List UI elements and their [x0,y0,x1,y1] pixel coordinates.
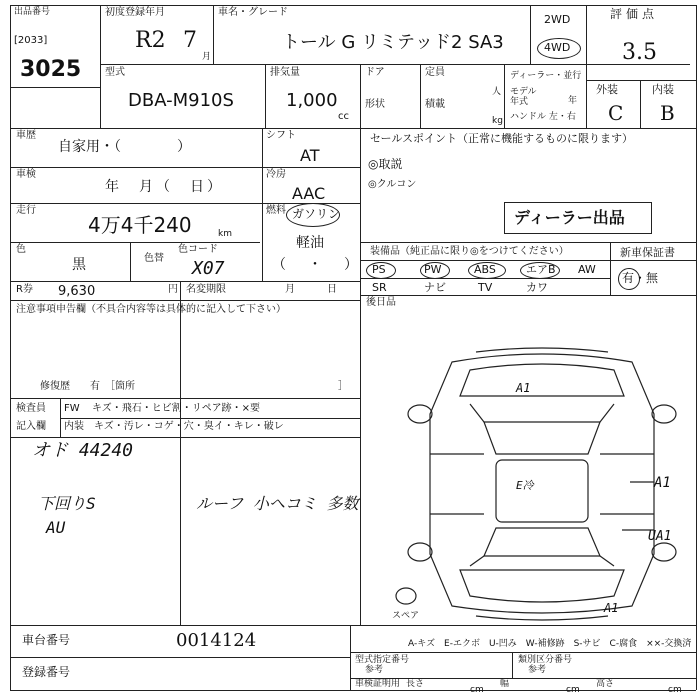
model-year-label: モデル 年式 [510,87,537,107]
equip-tv: TV [478,281,493,294]
equip-aw: AW [578,263,596,276]
fuel-other: （ ・ ） [272,257,362,273]
height-label: 高さ [596,679,615,689]
score-label: 評価点 [610,7,659,21]
name-change-value: 月 日 [285,284,341,295]
door-label: ドア [365,67,385,78]
sales-points-label: セールスポイント（正常に機能するものに限ります） [370,132,634,145]
name-grade: トール G リミテッド2 SA3 [282,32,504,53]
rule [100,5,101,128]
rule [60,398,61,437]
cc-unit: cc [338,111,349,122]
dealer-stamp: ディーラー出品 [514,208,625,227]
yen-unit: 円 [168,284,178,295]
rule [420,64,421,128]
displacement-label: 排気量 [270,67,300,78]
warranty-value: 有・無 [622,271,659,285]
hand-odo: オド 44240 [32,440,134,461]
damage-mark-roof: E冷 [516,479,534,492]
damage-mark-rear: A1 [604,601,619,615]
repair-label: 修復歴 有 ［箇所 [40,381,135,392]
rule [350,652,696,653]
sales-item-manual: ◎取説 [368,157,403,171]
load-label: 積載 [425,99,445,110]
cm-unit-1: cm [470,685,484,695]
sales-item-kuru: ◎クルコン [368,179,417,190]
cooling-label: 冷房 [266,169,286,180]
repair-close: ］ [338,381,348,392]
color: 黒 [72,257,86,273]
lot-ref: [2033] [14,35,48,46]
rule [586,80,696,81]
person-unit: 人 [492,87,502,97]
rule [360,295,696,296]
year-unit: 年 [568,96,578,106]
interior-grade: B [660,101,675,125]
damage-mark-front: A1 [516,381,531,395]
exterior-grade: C [608,101,624,125]
chassis: 0014124 [176,630,257,651]
cm-unit-3: cm [668,685,682,695]
category-label: 類別区分番号 [518,655,573,665]
rule [10,690,696,691]
rule [10,281,360,282]
lot-number: 3025 [20,57,82,82]
model-label: 型式 [105,67,125,78]
fuel-label: 燃料 [266,205,286,216]
rule [512,652,513,678]
shape-label: 形状 [365,99,385,110]
name-grade-label: 車名・グレード [218,7,288,18]
color-code: X07 [192,258,225,279]
rule [265,64,266,128]
inspection: 年 月（ 日） [105,179,224,195]
damage-mark-right-rear: UA1 [648,529,672,544]
rule [530,5,531,65]
rule [350,625,351,690]
rule [10,242,260,243]
hand-roof: ルーフ 小ヘコミ 多数 [196,494,359,513]
shift-label: シフト [266,130,296,141]
interior-label: 内装 [652,83,674,96]
rule [504,64,505,128]
rule [696,5,697,690]
rule [640,80,641,128]
rule [213,5,214,65]
equip-leather: カワ [526,281,548,294]
month-unit: 月 [202,52,212,62]
inspection-label: 車検 [16,169,36,180]
car-diagram [392,344,692,624]
rule [586,5,587,128]
score: 3.5 [622,40,657,65]
equip-airbag: エアB [526,263,556,276]
rule [10,437,360,438]
history-label: 車歴 [16,130,36,141]
rule [360,242,696,243]
width-label: 幅 [500,679,510,689]
model: DBA-M910S [128,90,234,111]
km-unit: km [218,229,232,239]
rule [60,418,360,419]
reg-era-year: R2 [135,28,166,53]
hand-lower: 下回りS [38,494,96,513]
rule [10,5,11,690]
equip-sr: SR [372,281,387,294]
rule [10,657,350,658]
chassis-label: 車台番号 [22,633,71,647]
rule [262,128,263,281]
dealer-parallel: ディーラー・並行 [510,71,582,81]
rule [360,260,696,261]
damage-mark-right: A1 [654,475,671,491]
inspector-label: 検査員 [16,403,46,414]
equip-navi: ナビ [424,281,446,294]
recycle-fee: 9,630 [58,284,96,299]
equip-abs: ABS [474,263,496,276]
rule [10,167,360,168]
rule [10,128,696,129]
warranty-label: 新車保証書 [620,246,675,259]
reference-label: 参考 [365,665,384,675]
rule [360,64,361,625]
rule [180,281,181,625]
drive-2wd: 2WD [544,13,571,26]
first-reg-label: 初度登録年月 [105,7,165,18]
reference-label-2: 参考 [528,665,547,675]
fuel-diesel: 軽油 [296,235,324,251]
type-designation-label: 型式指定番号 [355,655,410,665]
color-change-label: 色替 [144,253,164,264]
hand-au: AU [46,518,66,537]
equip-ps: PS [372,263,386,276]
rule [10,87,100,88]
displacement: 1,000 [286,90,338,111]
name-change-label: 名変期限 [186,284,226,295]
mileage: 4万4千240 [88,213,192,237]
interior-checks: 内装 キズ・汚レ・コゲ・穴・臭イ・キレ・破レ [64,421,284,432]
capacity-label: 定員 [425,67,445,78]
reg-number-label: 登録番号 [22,665,71,679]
lot-label: 出品番号 [14,7,51,17]
reg-month: 7 [183,28,197,53]
entry-label: 記入欄 [16,421,46,432]
equip-pw: PW [424,263,442,276]
rule [10,398,360,399]
spare-label: スペア [392,611,420,621]
rear-seat-label: 後日品 [366,297,396,308]
color-code-label: 色コード [178,244,218,255]
rule [610,242,611,295]
cm-unit-2: cm [566,685,580,695]
rule [10,5,696,6]
mileage-label: 走行 [16,205,36,216]
equipment-label: 装備品（純正品に限り◎をつけてください） [370,246,569,257]
recycle-label: R券 [16,284,33,295]
rule [100,64,690,65]
damage-legend: A-キズ E-エクボ U-凹み W-補修跡 S-サビ C-腐食 ××-交換済 [408,639,692,649]
fuel-gasoline: ガソリン [292,207,341,221]
color-label: 色 [16,244,26,255]
kg-unit: kg [492,116,503,126]
cert-label: 車検証明用 [355,679,401,689]
handle-label: ハンドル 左・右 [510,112,576,122]
rule [130,242,131,281]
caution-label: 注意事項申告欄（不具合内容等は具体的に記入して下さい） [16,304,286,315]
history-value: 自家用・（ ） [58,139,191,155]
drive-4wd: 4WD [544,41,571,54]
fw-label: FW [64,403,80,414]
rule [10,300,360,301]
fw-checks: キズ・飛石・ヒビ割・リペア跡・×要 [92,403,260,414]
shift: AT [300,146,320,165]
cooling: AAC [292,184,326,203]
exterior-label: 外装 [596,83,618,96]
rule [350,678,696,679]
rule [10,625,696,626]
length-label: 長さ [406,679,425,689]
